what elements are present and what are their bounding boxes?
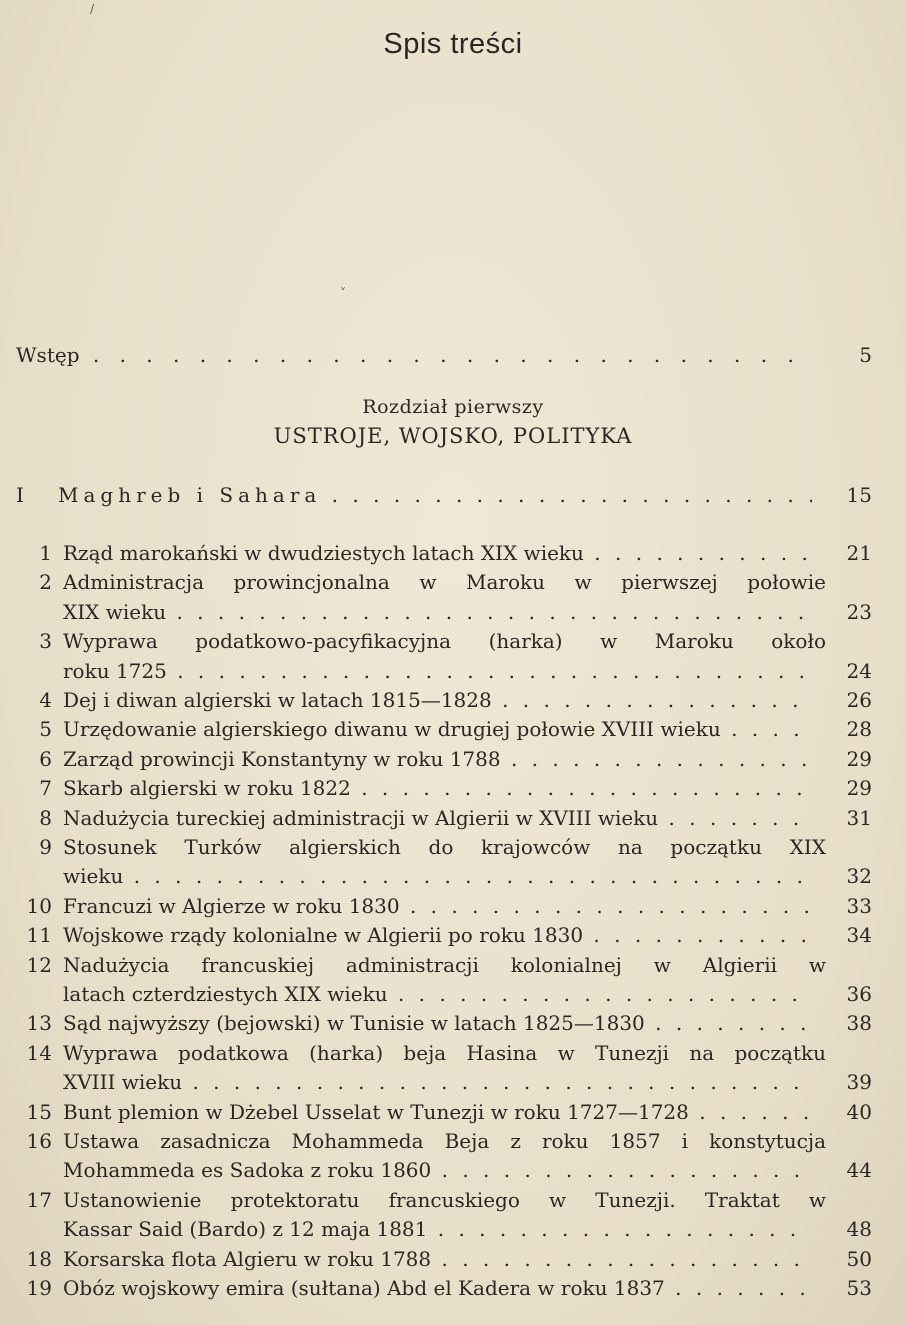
entry-page-number: 39 — [846, 1070, 872, 1095]
entry-title: Rząd marokański w dwudziestych latach XIX wieku . . . — [63, 538, 812, 568]
entry-number: 9 — [39, 835, 52, 859]
toc-entry-line[interactable] — [0, 950, 906, 980]
entry-title: Wyprawa podatkowa (harka) beja Hasina w Tunezji na początku — [63, 1040, 826, 1065]
entry-title: Korsarska flota Algieru w roku 1788 . . . — [63, 1244, 812, 1274]
chapter-title: USTROJE, WOJSKO, POLITYKA — [273, 424, 633, 448]
toc-entry-line[interactable] — [0, 567, 906, 597]
entry-number: 7 — [39, 776, 52, 801]
entry-number: 15 — [26, 1099, 52, 1124]
section-page-number: 15 — [846, 483, 872, 507]
toc-entry-line[interactable] — [0, 832, 906, 862]
toc-entry-line[interactable] — [0, 920, 906, 950]
toc-entry-line[interactable] — [0, 1214, 906, 1244]
entry-page-number: 53 — [846, 1276, 872, 1300]
entry-number: 5 — [39, 717, 52, 742]
chapter-subtitle: Rozdział pierwszy — [362, 396, 544, 418]
toc-entry-line[interactable] — [0, 714, 906, 744]
entry-number: 3 — [39, 629, 52, 654]
toc-entry-line[interactable] — [0, 597, 906, 627]
entry-number: 16 — [26, 1129, 52, 1153]
entry-title: wieku . . . — [63, 861, 812, 891]
entry-title: Ustawa zasadnicza Mohammeda Beja z roku 1857 i konstytucja — [63, 1129, 826, 1153]
toc-entry-line[interactable] — [0, 1008, 906, 1038]
entry-title: Urzędowanie algierskiego diwanu w drugiej połowie XVIII wieku . . . — [63, 714, 812, 744]
toc-entry-line[interactable] — [0, 803, 906, 833]
section-row[interactable] — [0, 480, 906, 510]
entry-title: Nadużycia tureckiej administracji w Algierii w XVIII wieku . . . — [63, 803, 812, 833]
toc-entry-line[interactable] — [0, 773, 906, 803]
entry-page-number: 38 — [846, 1011, 872, 1036]
entry-page-number: 33 — [846, 893, 872, 918]
entry-title: Wojskowe rządy kolonialne w Algierii po roku 1830 . . . — [63, 920, 812, 950]
entry-title: Dej i diwan algierski w latach 1815—1828 . . . — [63, 685, 812, 715]
entry-title: Skarb algierski w roku 1822 . . . — [63, 773, 812, 803]
entry-title: Nadużycia francuskiej administracji kolonialnej w Algierii w — [63, 952, 826, 977]
entry-page-number: 21 — [846, 541, 872, 565]
toc-entry-line[interactable] — [0, 685, 906, 715]
toc-entry-line[interactable] — [0, 1067, 906, 1097]
intro-label: Wstęp . . . — [16, 340, 812, 370]
toc-entry-line[interactable] — [0, 1155, 906, 1185]
entry-page-number: 44 — [846, 1158, 872, 1183]
entry-title: roku 1725 . . . — [63, 656, 812, 686]
entry-title: Zarząd prowincji Konstantyny w roku 1788 . . . — [63, 744, 812, 774]
entry-page-number: 50 — [846, 1246, 872, 1271]
section-label: Maghreb i Sahara . . . — [58, 480, 812, 510]
toc-entry-line[interactable] — [0, 538, 906, 568]
entry-number: 12 — [26, 952, 52, 977]
entry-page-number: 28 — [846, 717, 872, 742]
entry-title: Obóz wojskowy emira (sułtana) Abd el Kadera w roku 1837 . . . — [63, 1273, 812, 1303]
entry-number: 10 — [26, 893, 52, 918]
entry-page-number: 36 — [846, 982, 872, 1006]
entry-title: Bunt plemion w Dżebel Usselat w Tunezji w roku 1727—1728 . . . — [63, 1097, 812, 1127]
entry-number: 4 — [39, 688, 52, 712]
toc-entry-line[interactable] — [0, 1097, 906, 1127]
entry-title: XVIII wieku . . . — [63, 1067, 812, 1097]
entry-number: 8 — [39, 805, 52, 830]
toc-entry-line[interactable] — [0, 861, 906, 891]
ink-speck: / — [90, 2, 95, 16]
entry-number: 17 — [26, 1187, 52, 1212]
entry-number: 2 — [39, 570, 52, 595]
entry-number: 14 — [26, 1040, 52, 1065]
toc-entry-line[interactable] — [0, 1244, 906, 1274]
entry-page-number: 31 — [846, 805, 872, 830]
ink-speck: ˅ — [340, 286, 346, 300]
entry-page-number: 40 — [846, 1099, 872, 1124]
entry-page-number: 24 — [846, 658, 872, 683]
entry-number: 11 — [26, 923, 52, 948]
toc-entry-line[interactable] — [0, 1273, 906, 1303]
entry-page-number: 34 — [846, 923, 872, 948]
toc-entry-line[interactable] — [0, 1185, 906, 1215]
entry-page-number: 29 — [846, 776, 872, 801]
entry-title: Wyprawa podatkowo-pacyfikacyjna (harka) w Maroku około — [63, 629, 826, 654]
toc-entry-line[interactable] — [0, 1126, 906, 1156]
entry-number: 18 — [26, 1246, 52, 1271]
entry-title: Mohammeda es Sadoka z roku 1860 . . . — [63, 1155, 812, 1185]
entry-title: latach czterdziestych XIX wieku . . . — [63, 979, 812, 1009]
entry-title: Sąd najwyższy (bejowski) w Tunisie w latach 1825—1830 . . . — [63, 1008, 812, 1038]
entry-title: Stosunek Turków algierskich do krajowców na początku XIX — [63, 835, 826, 859]
toc-entry-line[interactable] — [0, 1038, 906, 1068]
entry-page-number: 48 — [846, 1217, 872, 1242]
entry-number: 6 — [39, 746, 52, 771]
entry-page-number: 29 — [846, 746, 872, 771]
intro-page-number: 5 — [859, 343, 872, 367]
toc-entry-line[interactable] — [0, 656, 906, 686]
entry-page-number: 32 — [846, 864, 872, 889]
entry-number: 19 — [26, 1276, 52, 1300]
entry-title: Administracja prowincjonalna w Maroku w pierwszej połowie — [63, 570, 826, 595]
entry-page-number: 23 — [846, 599, 872, 624]
entry-title: Ustanowienie protektoratu francuskiego w Tunezji. Traktat w — [63, 1187, 826, 1212]
entry-number: 1 — [39, 541, 52, 565]
entry-title: Francuzi w Algierze w roku 1830 . . . — [63, 891, 812, 921]
entry-number: 13 — [26, 1011, 52, 1036]
toc-entry-line[interactable] — [0, 979, 906, 1009]
toc-entry-line[interactable] — [0, 744, 906, 774]
entry-page-number: 26 — [846, 688, 872, 712]
entry-title: XIX wieku . . . — [63, 597, 812, 627]
intro-row[interactable] — [0, 340, 906, 370]
page-title: Spis treści — [383, 28, 523, 60]
toc-entry-line[interactable] — [0, 891, 906, 921]
section-number: I — [16, 483, 24, 507]
toc-entry-line[interactable] — [0, 626, 906, 656]
entry-title: Kassar Said (Bardo) z 12 maja 1881 . . . — [63, 1214, 812, 1244]
